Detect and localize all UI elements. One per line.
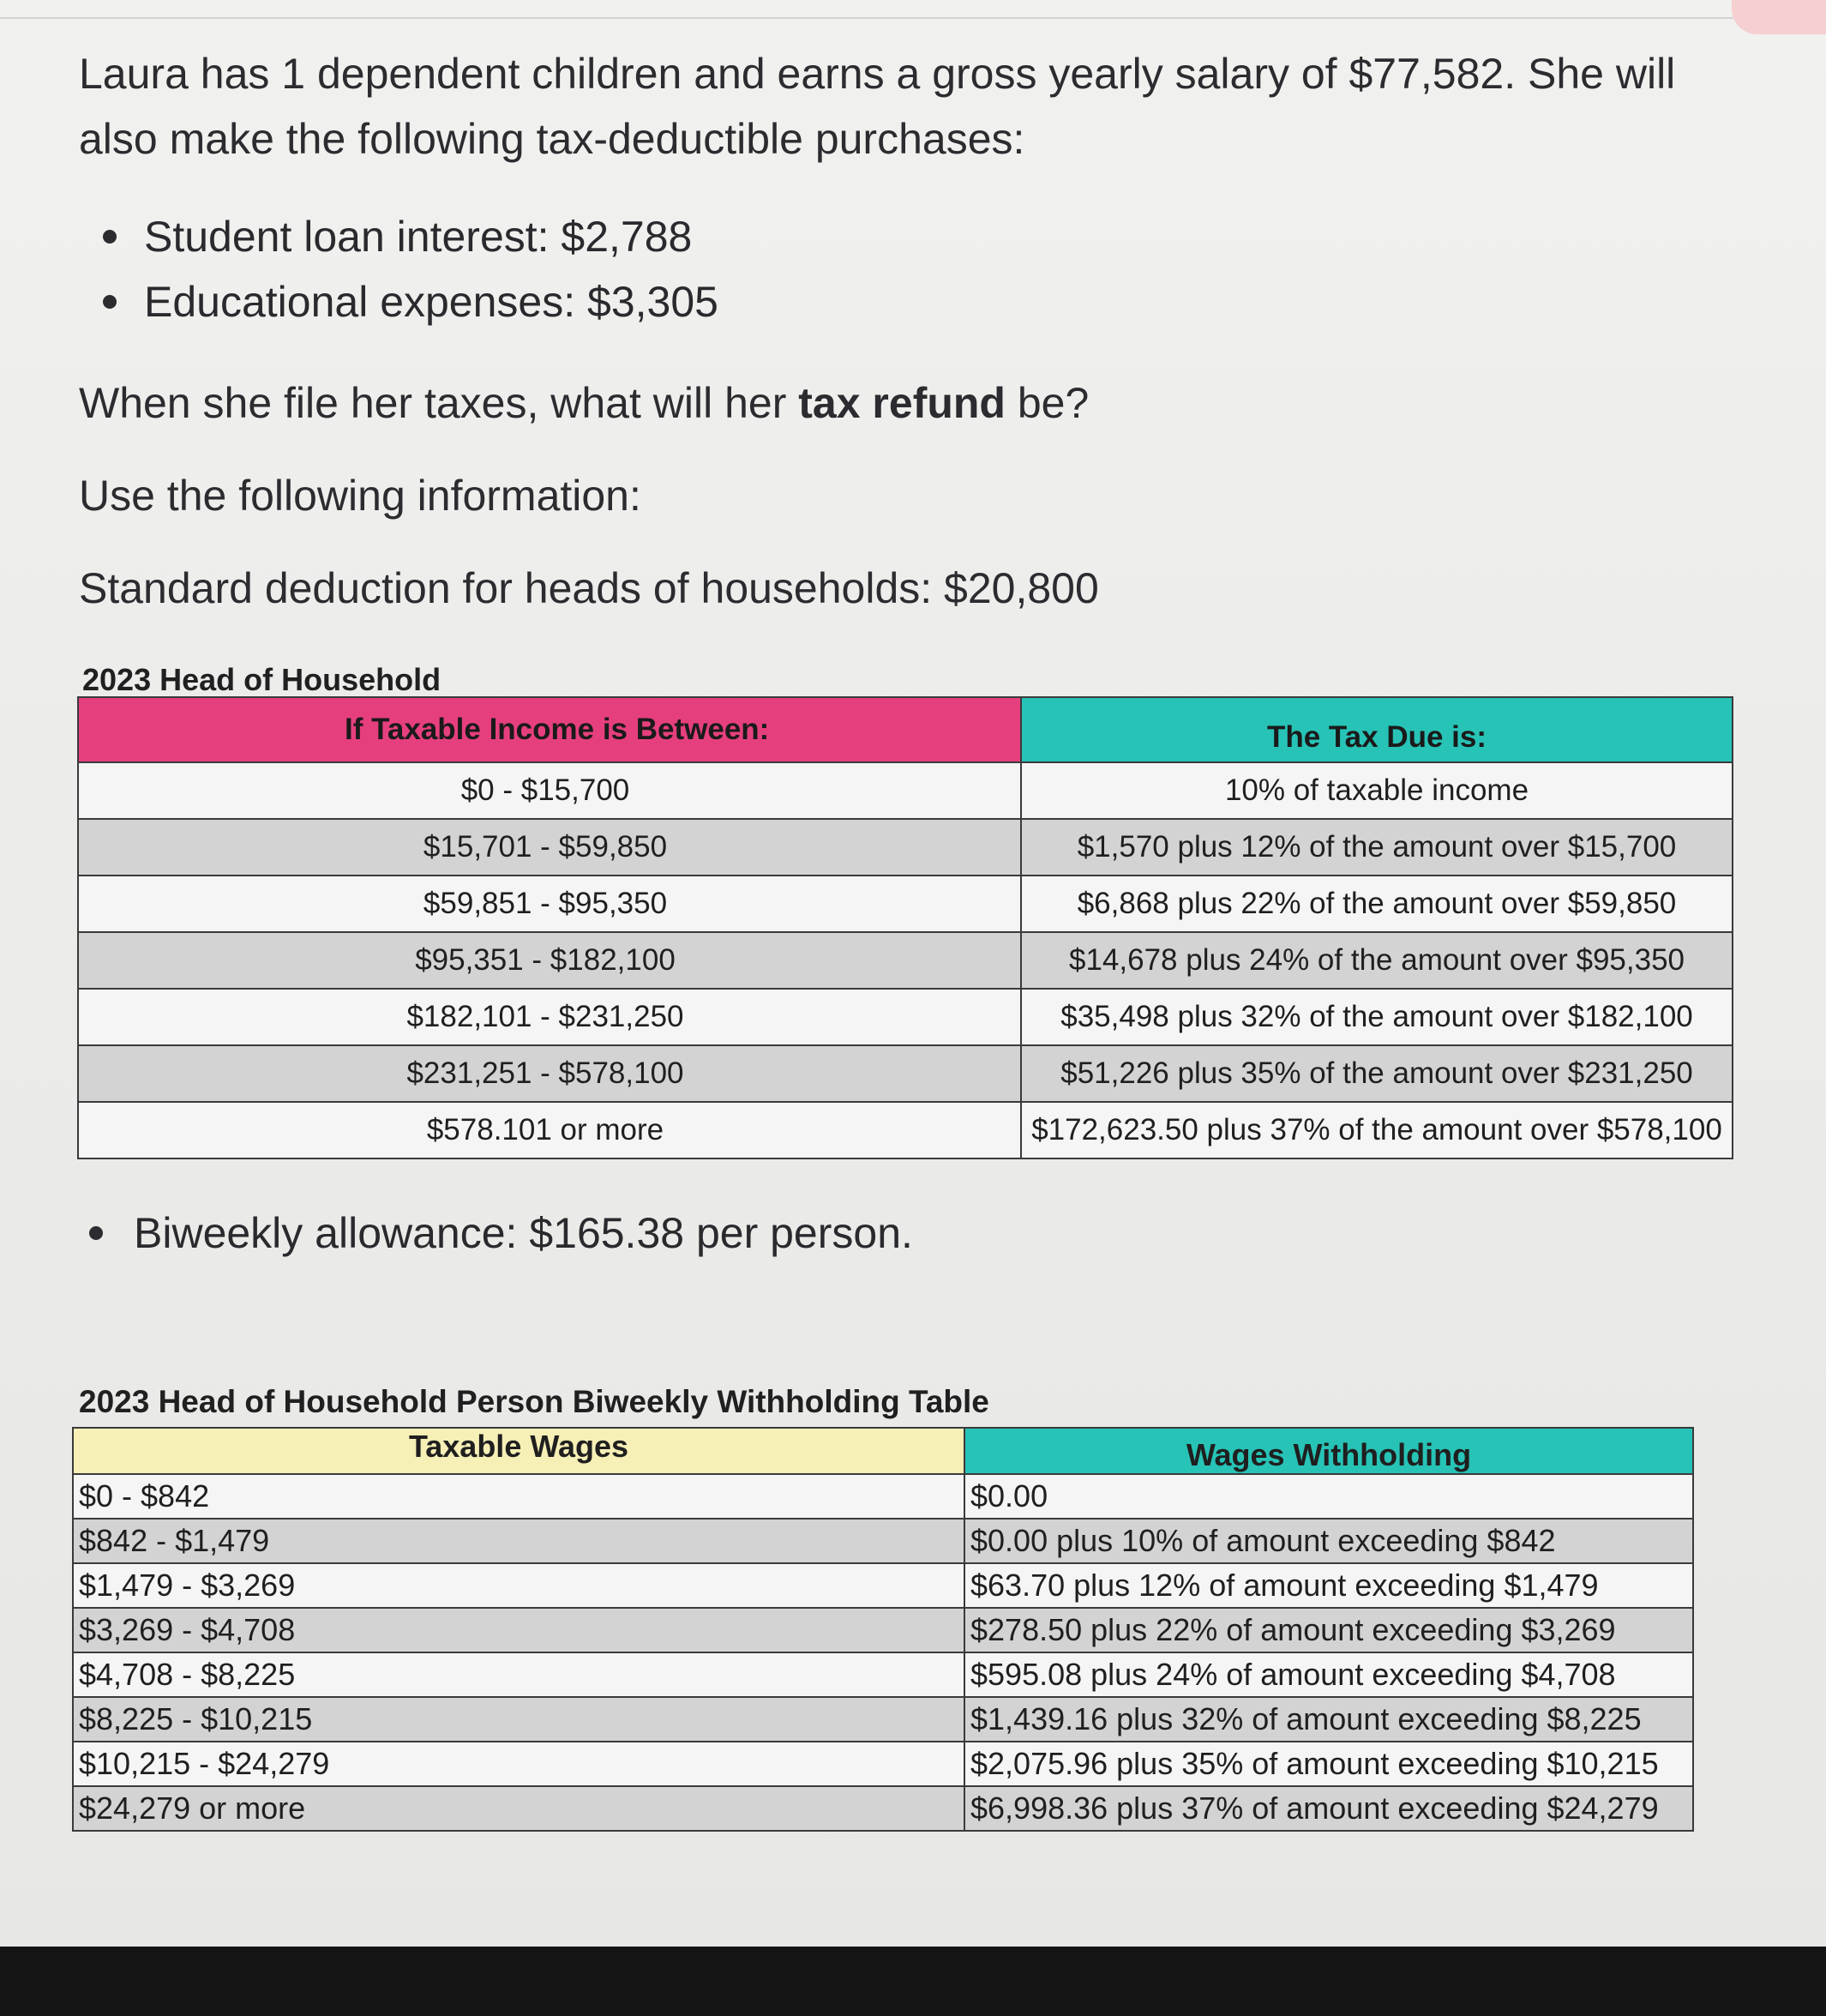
tax-table-header-row <box>78 697 1733 762</box>
table-row <box>78 1102 1733 1158</box>
table-row <box>73 1742 1693 1786</box>
wage-range-cell: $24,279 or more <box>73 1786 964 1831</box>
tax-due-cell: $6,868 plus 22% of the amount over $59,850 <box>1021 876 1733 932</box>
wage-range-cell: $4,708 - $8,225 <box>73 1652 964 1697</box>
table-row <box>73 1563 1693 1608</box>
wage-range-cell: $1,479 - $3,269 <box>73 1563 964 1608</box>
income-range-cell: $578.101 or more <box>78 1102 1021 1158</box>
income-range-cell: $95,351 - $182,100 <box>78 932 1021 989</box>
top-divider <box>0 0 1826 19</box>
table-row <box>73 1474 1693 1519</box>
wage-range-cell: $3,269 - $4,708 <box>73 1608 964 1652</box>
tax-bracket-table <box>77 696 1733 1159</box>
purchase-item: Student loan interest: $2,788 <box>103 204 718 269</box>
table-row <box>78 876 1733 932</box>
standard-deduction-text: Standard deduction for heads of households: $20,800 <box>79 564 1099 612</box>
withholding-cell: $6,998.36 plus 37% of amount exceeding $24,279 <box>964 1786 1693 1831</box>
tax-due-cell: $14,678 plus 24% of the amount over $95,350 <box>1021 932 1733 989</box>
withholding-header-left: Taxable Wages <box>73 1428 964 1474</box>
allowance-item: Biweekly allowance: $165.38 per person. <box>89 1201 913 1266</box>
question-emphasis: tax refund <box>798 379 1006 427</box>
withholding-cell: $63.70 plus 12% of amount exceeding $1,479 <box>964 1563 1693 1608</box>
withholding-cell: $1,439.16 plus 32% of amount exceeding $8,225 <box>964 1697 1693 1742</box>
tax-table-header-left: If Taxable Income is Between: <box>78 697 1021 762</box>
question-text <box>79 370 1089 436</box>
withholding-cell: $595.08 plus 24% of amount exceeding $4,708 <box>964 1652 1693 1697</box>
income-range-cell: $231,251 - $578,100 <box>78 1045 1021 1102</box>
withholding-cell: $0.00 <box>964 1474 1693 1519</box>
table-row <box>78 932 1733 989</box>
income-range-cell: $59,851 - $95,350 <box>78 876 1021 932</box>
question-after: be? <box>1005 379 1090 427</box>
use-info-text: Use the following information: <box>79 472 641 520</box>
income-range-cell: $182,101 - $231,250 <box>78 989 1021 1045</box>
wage-range-cell: $0 - $842 <box>73 1474 964 1519</box>
tax-due-cell: $35,498 plus 32% of the amount over $182,100 <box>1021 989 1733 1045</box>
withholding-header-row <box>73 1428 1693 1474</box>
table-row <box>78 1045 1733 1102</box>
table-row <box>73 1608 1693 1652</box>
withholding-cell: $278.50 plus 22% of amount exceeding $3,269 <box>964 1608 1693 1652</box>
table-row <box>73 1519 1693 1563</box>
income-range-cell: $15,701 - $59,850 <box>78 819 1021 876</box>
wage-range-cell: $10,215 - $24,279 <box>73 1742 964 1786</box>
tax-table-header-right: The Tax Due is: <box>1021 697 1733 762</box>
withholding-cell: $0.00 plus 10% of amount exceeding $842 <box>964 1519 1693 1563</box>
table-row <box>73 1697 1693 1742</box>
table-row <box>78 819 1733 876</box>
withholding-table <box>72 1427 1694 1832</box>
table-row <box>78 762 1733 819</box>
wage-range-cell: $8,225 - $10,215 <box>73 1697 964 1742</box>
corner-highlight <box>1732 0 1826 34</box>
problem-intro: Laura has 1 dependent children and earns a gross yearly salary of $77,582. She will also make the following tax-deductible purchases: <box>79 50 1676 163</box>
purchases-list <box>103 204 718 334</box>
tax-table-title: 2023 Head of Household <box>82 662 441 697</box>
purchase-item: Educational expenses: $3,305 <box>103 269 718 334</box>
withholding-table-title: 2023 Head of Household Person Biweekly Withholding Table <box>79 1384 989 1419</box>
screen-bezel <box>0 1947 1826 2016</box>
tax-due-cell: $1,570 plus 12% of the amount over $15,700 <box>1021 819 1733 876</box>
table-row <box>73 1652 1693 1697</box>
question-before: When she file her taxes, what will her <box>79 379 799 427</box>
allowance-list <box>89 1201 913 1266</box>
wage-range-cell: $842 - $1,479 <box>73 1519 964 1563</box>
withholding-cell: $2,075.96 plus 35% of amount exceeding $10,215 <box>964 1742 1693 1786</box>
income-range-cell: $0 - $15,700 <box>78 762 1021 819</box>
withholding-header-right: Wages Withholding <box>964 1428 1693 1474</box>
tax-due-cell: 10% of taxable income <box>1021 762 1733 819</box>
table-row <box>78 989 1733 1045</box>
tax-due-cell: $172,623.50 plus 37% of the amount over $578,100 <box>1021 1102 1733 1158</box>
tax-due-cell: $51,226 plus 35% of the amount over $231,250 <box>1021 1045 1733 1102</box>
table-row <box>73 1786 1693 1831</box>
